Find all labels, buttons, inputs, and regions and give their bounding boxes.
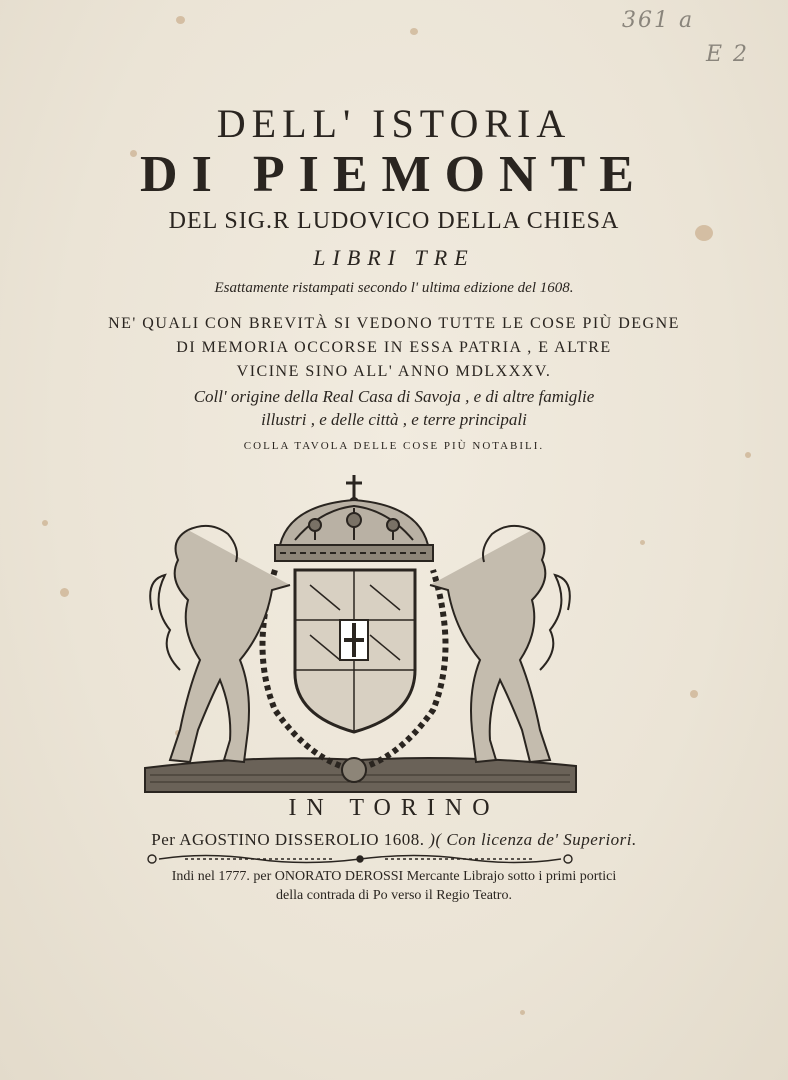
- origin-block: [0, 385, 788, 431]
- decorative-rule-ornament: [145, 852, 575, 866]
- origin-line-1: Coll' origine della Real Casa di Savoja , e di altre famiglie: [193, 387, 595, 406]
- title-line-1: DELL' ISTORIA: [216, 101, 572, 146]
- foxing-spot: [60, 588, 69, 597]
- description-line-3: VICINE SINO ALL' ANNO MDLXXXV.: [236, 363, 552, 380]
- foxing-spot: [176, 16, 185, 24]
- reprint-block: [0, 867, 788, 905]
- origin-line-2: illustri , e delle città , e terre principali: [261, 410, 527, 429]
- index-line: COLLA TAVOLA DELLE COSE PIÙ NOTABILI.: [243, 440, 545, 452]
- imprint-printer: Per AGOSTINO DISSEROLIO 1608.: [151, 830, 425, 849]
- description-line-1: NE' QUALI CON BREVITÀ SI VEDONO TUTTE LE COSE PIÙ DEGNE: [108, 315, 680, 332]
- shelfmark-handwritten: 361 a: [622, 8, 695, 33]
- reprint-line-1: Indi nel 1777. per ONORATO DEROSSI Mercante Librajo sotto i primi portici: [171, 869, 617, 884]
- author-line: DEL SIG.R LUDOVICO DELLA CHIESA: [168, 208, 620, 234]
- imprint-place: IN TORINO: [288, 795, 500, 821]
- foxing-spot: [520, 1010, 525, 1015]
- reprint-line-2: della contrada di Po verso il Regio Teatro.: [276, 888, 512, 903]
- foxing-spot: [690, 690, 698, 698]
- books-line: LIBRI TRE: [313, 245, 475, 270]
- title-line-2: DI PIEMONTE: [140, 146, 648, 203]
- shelfmark-handwritten-secondary: E 2: [706, 42, 750, 67]
- foxing-spot: [410, 28, 418, 35]
- imprint-license: )( Con licenza de' Superiori.: [429, 830, 637, 849]
- description-block: [0, 312, 788, 384]
- edition-line: Esattamente ristampati secondo l' ultima edizione del 1608.: [214, 280, 574, 296]
- foxing-spot: [640, 540, 645, 545]
- coat-of-arms-engraving: [140, 470, 580, 796]
- foxing-spot: [745, 452, 751, 458]
- description-line-2: DI MEMORIA OCCORSE IN ESSA PATRIA , E ALTRE: [176, 339, 612, 356]
- imprint-printer-line: [0, 830, 788, 850]
- foxing-spot: [42, 520, 48, 526]
